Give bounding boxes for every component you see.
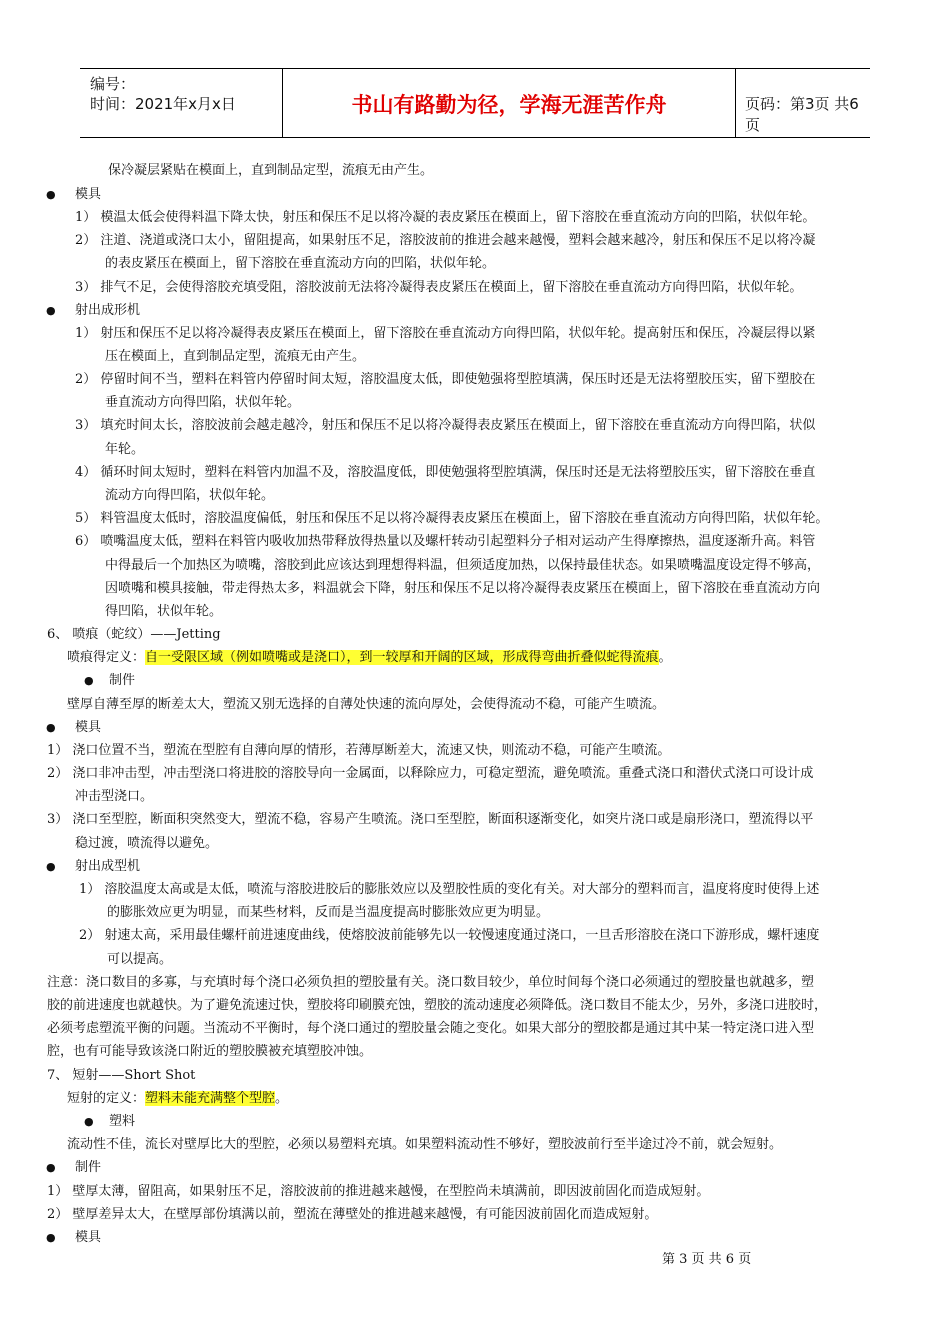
text-line: 3） 浇口至型腔，断面积突然变大，塑流不稳，容易产生喷流。浇口至型腔，断面积逐渐变化，如突片浇口或是扇形浇口，塑流得以平 <box>47 812 814 827</box>
text-line: 年轮。 <box>105 442 145 457</box>
text-line <box>67 1090 288 1108</box>
page-indicator: 页码：第3页 共6页 <box>745 95 859 134</box>
header-motto-cell <box>282 69 736 137</box>
text-line: 垂直流动方向得凹陷，状似年轮。 <box>105 395 301 410</box>
page-footer: 第 3 页 共 6 页 <box>662 1252 752 1267</box>
text-line: 壁厚自薄至厚的断差太大，塑流又别无选择的自薄处快速的流向厚处，会使得流动不稳，可能产生喷流。 <box>67 697 666 712</box>
text-line: 必须考虑塑流平衡的问题。当流动不平衡时，每个浇口通过的塑胶量会随之变化。如果大部分的塑胶都是通过其中某一特定浇口进入型 <box>47 1021 815 1036</box>
text-line: 3） 填充时间太长，溶胶波前会越走越冷，射压和保压不足以将冷凝得表皮紧压在模面上，留下溶胶在垂直流动方向得凹陷，状似 <box>75 418 816 433</box>
text-line: 胶的前进速度也就越快。为了避免流速过快，塑胶将印刷膜充蚀，塑胶的流动速度必须降低。浇口数目不能太少，另外，多浇口进胶时， <box>47 998 828 1013</box>
text-line: 腔，也有可能导致该浇口附近的塑胶膜被充填塑胶冲蚀。 <box>47 1044 373 1059</box>
text-line: 注意：浇口数目的多寡，与充填时每个浇口必须负担的塑胶量有关。浇口数目较少，单位时间每个浇口必须通过的塑胶量也就越多，塑 <box>47 975 815 990</box>
text-line: 2） 浇口非冲击型，冲击型浇口将进胶的溶胶导向一金属面，以释除应力，可稳定塑流，避免喷流。重叠式浇口和潜伏式浇口可设计成 <box>47 766 814 781</box>
text-line: 6、 喷痕（蛇纹）——Jetting <box>47 627 221 642</box>
text-line: 流动方向得凹陷，状似年轮。 <box>105 488 275 503</box>
text-line: 制件 <box>75 1160 102 1175</box>
highlighted-definition: 塑料未能充满整个型腔 <box>145 1091 276 1106</box>
bullet-icon: ● <box>84 674 94 687</box>
text-line: 2） 停留时间不当，塑料在料管内停留时间太短，溶胶温度太低，即使勉强将型腔填满，保压时还是无法将塑胶压实，留下塑胶在 <box>75 372 816 387</box>
header-table <box>80 68 870 138</box>
header-meta-cell <box>80 69 282 137</box>
text-line: 的膨胀效应更为明显，而某些材料，反而是当温度提高时膨胀效应更为明显。 <box>107 905 550 920</box>
text-line: 中得最后一个加热区为喷嘴，溶胶到此应该达到理想得料温，但须适度加热，以保持最佳状态。如果喷嘴温度设定得不够高， <box>105 558 821 573</box>
text-line: 冲击型浇口。 <box>75 789 154 804</box>
motto-text: 书山有路勤为径，学海无涯苦作舟 <box>351 93 667 117</box>
text-line: 流动性不佳，流长对壁厚比大的型腔，必须以易塑料充填。如果塑料流动性不够好，塑胶波前行至半途过冷不前，就会短射。 <box>67 1137 783 1152</box>
text-line: 射出成形机 <box>75 303 141 318</box>
text-line: 2） 射速太高，采用最佳螺杆前进速度曲线，使熔胶波前能够先以一较慢速度通过浇口，一旦舌形溶胶在浇口下游形成，螺杆速度 <box>79 928 820 943</box>
text-line: 6） 喷嘴温度太低，塑料在料管内吸收加热带释放得热量以及螺杆转动引起塑料分子相对运动产生得摩擦热，温度逐渐升高。料管 <box>75 534 816 549</box>
text-line: 得凹陷，状似年轮。 <box>105 604 223 619</box>
definition-label: 喷痕得定义： <box>67 650 146 665</box>
bullet-icon: ● <box>46 304 56 317</box>
text-line: 1） 壁厚太薄，留阻高，如果射压不足，溶胶波前的推进越来越慢，在型腔尚未填满前，即因波前固化而造成短射。 <box>47 1184 710 1199</box>
text-line: 2） 壁厚差异太大，在壁厚部份填满以前，塑流在薄壁处的推进越来越慢，有可能因波前固化而造成短射。 <box>47 1207 658 1222</box>
text-line: 保冷凝层紧贴在模面上，直到制品定型，流痕无由产生。 <box>108 163 434 178</box>
text-line: 4） 循环时间太短时，塑料在料管内加温不及，溶胶温度低，即使勉强将型腔填满，保压时还是无法将塑胶压实，留下溶胶在垂直 <box>75 465 816 480</box>
definition-label: 短射的定义： <box>67 1091 146 1106</box>
text-line: 压在模面上，直到制品定型，流痕无由产生。 <box>105 349 366 364</box>
bullet-icon: ● <box>46 721 56 734</box>
text-line: 制件 <box>109 673 136 688</box>
bullet-icon: ● <box>46 860 56 873</box>
text-line: 射出成型机 <box>75 859 141 874</box>
text-line: 稳过渡，喷流得以避免。 <box>75 836 219 851</box>
text-line: 模具 <box>75 1230 102 1245</box>
bullet-icon: ● <box>46 1231 56 1244</box>
text-line <box>67 649 672 667</box>
text-line: 模具 <box>75 187 102 202</box>
bullet-icon: ● <box>46 1161 56 1174</box>
text-line: 的表皮紧压在模面上，留下溶胶在垂直流动方向的凹陷，状似年轮。 <box>105 256 496 271</box>
text-line: 2） 注道、浇道或浇口太小，留阻提高，如果射压不足，溶胶波前的推进会越来越慢，塑料会越来越冷，射压和保压不足以将冷凝 <box>75 233 816 248</box>
text-line: 1） 溶胶温度太高或是太低，喷流与溶胶进胶后的膨胀效应以及塑胶性质的变化有关。对大部分的塑料而言，温度将度时使得上述 <box>79 882 820 897</box>
text-line: 塑料 <box>109 1114 136 1129</box>
text-line: 1） 浇口位置不当，塑流在型腔有自薄向厚的情形，若薄厚断差大，流速又快，则流动不稳，可能产生喷流。 <box>47 743 671 758</box>
doc-time-label: 时间：2021年x月x日 <box>90 95 236 113</box>
text-line: 因喷嘴和模具接触，带走得热太多，料温就会下降，射压和保压不足以将冷凝得表皮紧压在模面上，留下溶胶在垂直流动方向 <box>105 581 821 596</box>
highlighted-definition: 自一受限区域（例如喷嘴或是浇口），到一较厚和开阔的区域，形成得弯曲折叠似蛇得流痕 <box>145 650 659 665</box>
text-line: 模具 <box>75 720 102 735</box>
text-line: 1） 射压和保压不足以将冷凝得表皮紧压在模面上，留下溶胶在垂直流动方向得凹陷，状似年轮。提高射压和保压，冷凝层得以紧 <box>75 326 816 341</box>
text-line: 可以提高。 <box>107 952 173 967</box>
definition-end: 。 <box>275 1091 289 1106</box>
text-line: 3） 排气不足，会使得溶胶充填受阻，溶胶波前无法将冷凝得表皮紧压在模面上，留下溶胶在垂直流动方向得凹陷，状似年轮。 <box>75 280 803 295</box>
doc-number-label: 编号： <box>90 75 136 93</box>
text-line: 1） 模温太低会使得料温下降太快，射压和保压不足以将冷凝的表皮紧压在模面上，留下溶胶在垂直流动方向的凹陷，状似年轮。 <box>75 210 816 225</box>
bullet-icon: ● <box>46 188 56 201</box>
definition-end: 。 <box>658 650 672 665</box>
text-line: 7、 短射——Short Shot <box>47 1068 196 1083</box>
bullet-icon: ● <box>84 1115 94 1128</box>
header-page-cell <box>735 69 870 137</box>
text-line: 5） 料管温度太低时，溶胶温度偏低，射压和保压不足以将冷凝得表皮紧压在模面上，留下溶胶在垂直流动方向得凹陷，状似年轮。 <box>75 511 829 526</box>
